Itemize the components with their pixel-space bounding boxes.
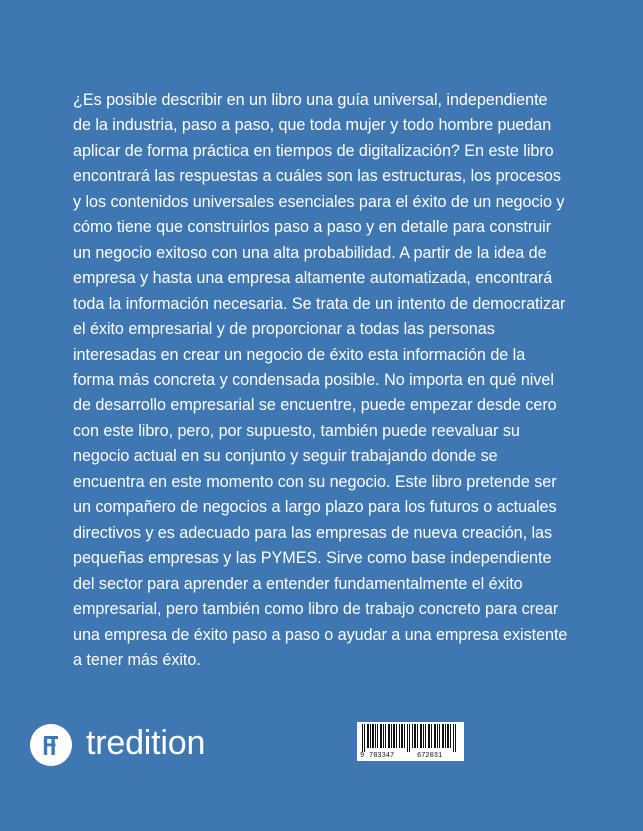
barcode-digit-prefix: 9: [360, 752, 365, 760]
barcode-digits: [357, 751, 464, 761]
back-cover-blurb: ¿Es posible describir en un libro una guía universal, independiente de la industria, paso a paso, que toda mujer y todo hombre puedan aplicar de forma práctica en tiempos de digitalización? En este libro encontrará las respuestas a cuáles son las estructuras, los procesos y los contenidos universales esenciales para el éxito de un negocio y cómo tiene que construirlos paso a paso y en detalle para construir un negocio exitoso con una alta probabilidad. A partir de la idea de empresa y hasta una empresa altamente automatizada, encontrará toda la información necesaria. Se trata de un intento de democratizar el éxito empresarial y de proporcionar a todas las personas interesadas en crear un negocio de éxito esta información de la forma más concreta y condensada posible. No importa en qué nivel de desarrollo empresarial se encuentre, puede empezar desde cero con este libro, pero, por supuesto, también puede reevaluar su negocio actual en su conjunto y seguir trabajando donde se encuentra en este momento con su negocio. Este libro pretende ser un compañero de negocios a largo plazo para los futuros o actuales directivos y es adecuado para las empresas de nueva creación, las pequeñas empresas y las PYMES. Sirve como base independiente del sector para aprender a entender fundamentalmente el éxito empresarial, pero también como libro de trabajo concreto para crear una empresa de éxito paso a paso o ayudar a una empresa existente a tener más éxito.: [73, 91, 568, 669]
barcode-digit-group-2: 672031: [417, 752, 443, 760]
tredition-logo-icon: [30, 724, 72, 766]
isbn-barcode: [357, 722, 464, 761]
barcode-digit-group-1: 783347: [369, 752, 395, 760]
publisher-name: tredition: [86, 724, 206, 762]
publisher-logo: [30, 724, 205, 766]
